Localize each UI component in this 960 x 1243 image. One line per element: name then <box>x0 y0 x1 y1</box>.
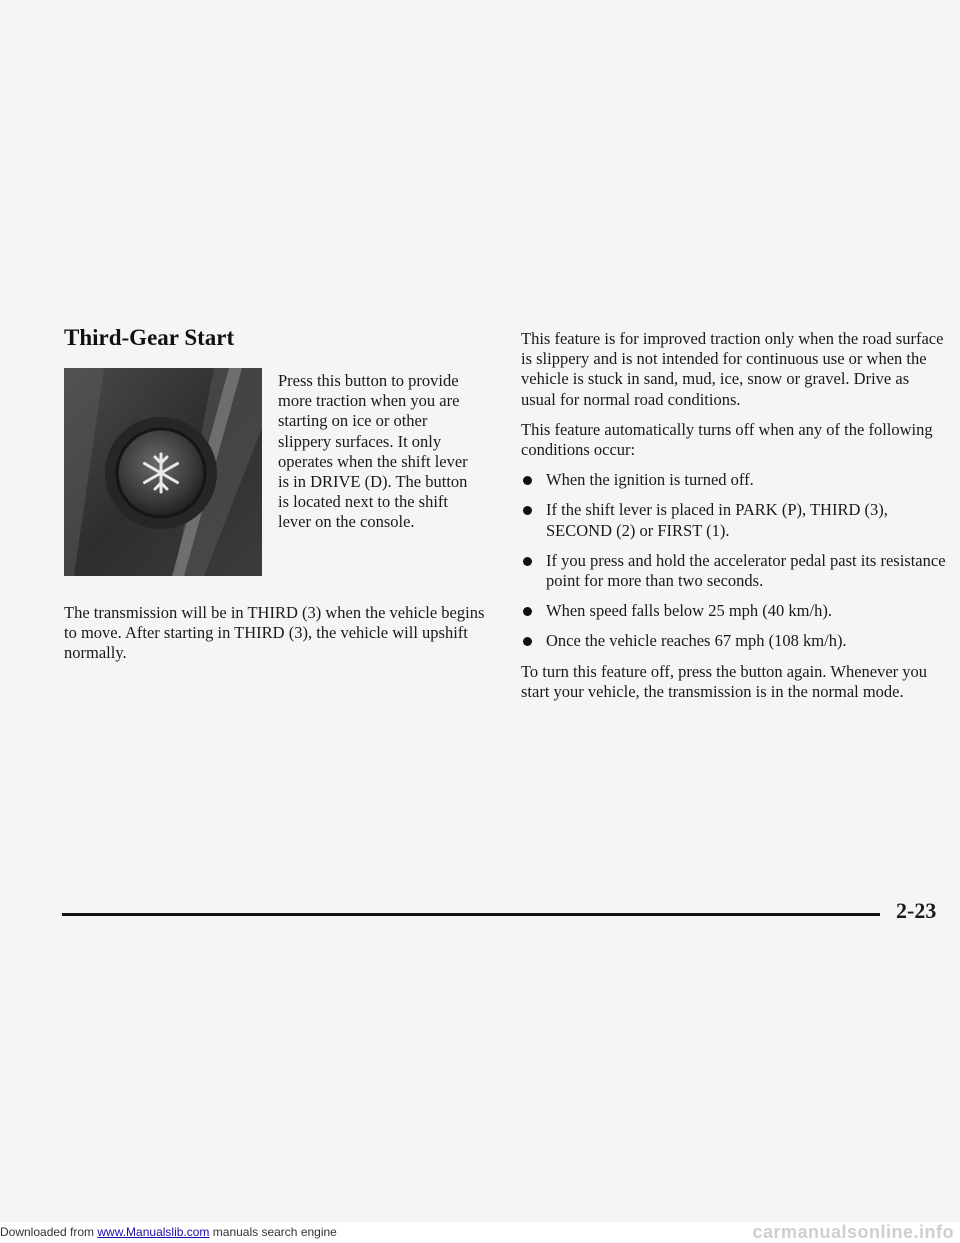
console-photo-graphic <box>64 368 262 576</box>
conditions-lead: This feature automatically turns off when any of the following conditions occur: <box>521 419 933 460</box>
bullet-icon <box>523 557 532 566</box>
feature-closing: To turn this feature off, press the button again. Whenever you start your vehicle, the transmission is in the normal mode. <box>521 661 928 701</box>
transmission-note: The transmission will be in THIRD (3) when the vehicle begins to move. After starting in THIRD (3), the vehicle will upshift normally. <box>64 603 485 663</box>
bullet-icon <box>523 476 532 485</box>
console-button-photo <box>64 368 262 576</box>
condition-item: When the ignition is turned off. <box>521 470 946 490</box>
bullet-icon <box>523 607 532 616</box>
condition-item: When speed falls below 25 mph (40 km/h). <box>521 601 946 621</box>
download-footer <box>0 1222 960 1242</box>
condition-item: If you press and hold the accelerator pedal past its resistance point for more than two seconds. <box>521 551 946 591</box>
footer-text: Downloaded from www.Manualslib.com manuals search engine <box>0 1225 337 1239</box>
page-number: 2-23 <box>896 898 937 923</box>
condition-item: If the shift lever is placed in PARK (P), THIRD (3), SECOND (2) or FIRST (1). <box>521 500 946 540</box>
bullet-icon <box>523 506 532 515</box>
conditions-list <box>521 470 946 651</box>
watermark: carmanualsonline.info <box>752 1222 954 1242</box>
footer-rule <box>62 913 880 916</box>
section-title: Third-Gear Start <box>64 325 235 350</box>
button-description: Press this button to provide more traction when you are starting on ice or other slippery surfaces. It only operates when the shift lever is in DRIVE (D). The button is located next to the shift lever on the console. <box>278 371 468 532</box>
condition-item: Once the vehicle reaches 67 mph (108 km/h). <box>521 631 946 651</box>
manualslib-link[interactable]: www.Manualslib.com <box>97 1225 210 1239</box>
right-column <box>521 329 946 712</box>
feature-intro: This feature is for improved traction only when the road surface is slippery and is not intended for continuous use or when the vehicle is stuck in sand, mud, ice, snow or gravel. Drive as usual for normal road conditions. <box>521 329 944 409</box>
bullet-icon <box>523 637 532 646</box>
